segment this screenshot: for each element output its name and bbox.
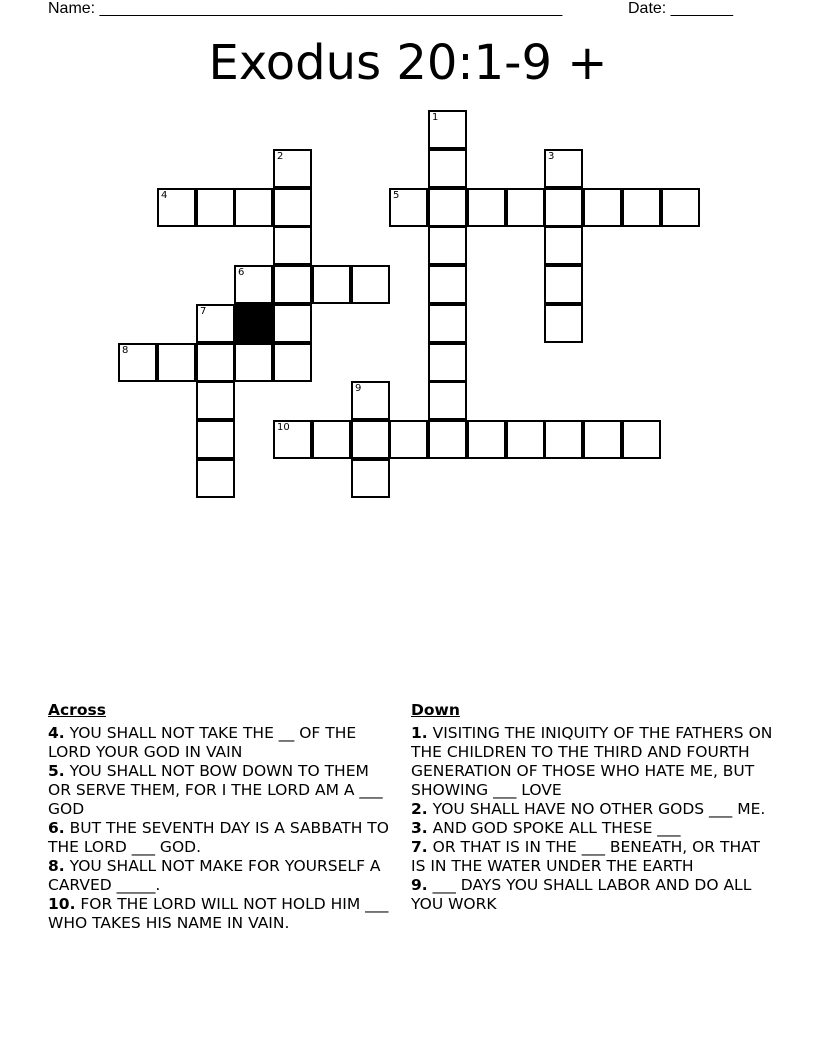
clue-number: 3. [411, 819, 428, 837]
clue-text: VISITING THE INIQUITY OF THE FATHERS ON THE CHILDREN TO THE THIRD AND FOURTH GENERATION OF THOSE WHO HATE ME, BUT SHOWING ___ LOVE [411, 724, 773, 799]
grid-cell[interactable] [544, 304, 583, 343]
grid-cell[interactable] [196, 343, 235, 382]
grid-cell[interactable] [428, 265, 467, 304]
grid-cell[interactable] [351, 420, 390, 459]
across-heading: Across [48, 701, 106, 719]
clue-text: ___ DAYS YOU SHALL LABOR AND DO ALL YOU WORK [411, 876, 752, 913]
clue-number: 2. [411, 800, 428, 818]
clue-down-7 [411, 838, 773, 876]
clue-down-9 [411, 876, 773, 914]
grid-cell[interactable] [428, 343, 467, 382]
clue-number-label: 9 [355, 383, 362, 394]
clue-number-label: 2 [277, 151, 284, 162]
grid-cell[interactable] [544, 149, 583, 188]
clue-text: AND GOD SPOKE ALL THESE ___ [427, 819, 681, 837]
grid-cell[interactable] [234, 343, 273, 382]
grid-cell[interactable] [544, 188, 583, 227]
clue-down-3 [411, 819, 773, 838]
grid-cell[interactable] [351, 381, 390, 420]
grid-cell[interactable] [273, 420, 312, 459]
grid-cell[interactable] [157, 343, 196, 382]
clue-number: 5. [48, 762, 65, 780]
grid-cell[interactable] [389, 420, 428, 459]
clue-number: 4. [48, 724, 65, 742]
grid-cell[interactable] [273, 265, 312, 304]
grid-cell[interactable] [312, 265, 351, 304]
grid-cell[interactable] [544, 420, 583, 459]
grid-cell[interactable] [389, 188, 428, 227]
grid-cell[interactable] [583, 188, 622, 227]
grid-cell[interactable] [428, 420, 467, 459]
grid-cell[interactable] [622, 420, 661, 459]
grid-cell[interactable] [351, 265, 390, 304]
grid-cell[interactable] [196, 420, 235, 459]
clue-across-8 [48, 857, 390, 895]
clue-text: YOU SHALL NOT TAKE THE __ OF THE LORD YOUR GOD IN VAIN [48, 724, 357, 761]
grid-cell[interactable] [273, 226, 312, 265]
clue-across-4 [48, 724, 390, 762]
grid-cell[interactable] [467, 420, 506, 459]
grid-cell[interactable] [661, 188, 700, 227]
grid-cell[interactable] [273, 149, 312, 188]
clue-down-2 [411, 800, 773, 819]
grid-cell[interactable] [351, 459, 390, 498]
down-clues [411, 701, 773, 914]
clue-across-10 [48, 895, 390, 933]
clue-text: OR THAT IS IN THE ___ BENEATH, OR THAT IS IN THE WATER UNDER THE EARTH [411, 838, 760, 875]
grid-cell[interactable] [428, 110, 467, 149]
clue-number-label: 8 [122, 345, 129, 356]
grid-cell[interactable] [544, 226, 583, 265]
grid-cell[interactable] [157, 188, 196, 227]
clue-number: 1. [411, 724, 428, 742]
grid-cell[interactable] [196, 188, 235, 227]
grid-cell[interactable] [428, 149, 467, 188]
grid-cell[interactable] [467, 188, 506, 227]
grid-cell[interactable] [312, 420, 351, 459]
grid-cell[interactable] [196, 381, 235, 420]
grid-cell[interactable] [544, 265, 583, 304]
clue-number: 7. [411, 838, 428, 856]
clue-number: 6. [48, 819, 65, 837]
grid-cell[interactable] [506, 188, 545, 227]
grid-block [234, 304, 273, 343]
grid-cell[interactable] [622, 188, 661, 227]
clue-text: YOU SHALL HAVE NO OTHER GODS ___ ME. [427, 800, 766, 818]
name-field: Name: ____________________________________________________ [48, 0, 563, 17]
across-clues [48, 701, 390, 933]
down-heading: Down [411, 701, 460, 719]
grid-cell[interactable] [234, 265, 273, 304]
clue-text: YOU SHALL NOT MAKE FOR YOURSELF A CARVED _____. [48, 857, 381, 894]
grid-cell[interactable] [428, 381, 467, 420]
grid-cell[interactable] [583, 420, 622, 459]
grid-cell[interactable] [196, 459, 235, 498]
clue-number-label: 10 [277, 422, 290, 433]
clue-number-label: 1 [432, 112, 439, 123]
clue-across-5 [48, 762, 390, 819]
clue-number-label: 3 [548, 151, 555, 162]
grid-cell[interactable] [273, 304, 312, 343]
grid-cell[interactable] [506, 420, 545, 459]
clue-text: BUT THE SEVENTH DAY IS A SABBATH TO THE LORD ___ GOD. [48, 819, 389, 856]
clue-number-label: 5 [393, 190, 400, 201]
clue-text: FOR THE LORD WILL NOT HOLD HIM ___ WHO TAKES HIS NAME IN VAIN. [48, 895, 389, 932]
clue-down-1 [411, 724, 773, 800]
clue-number-label: 6 [238, 267, 245, 278]
clue-number-label: 7 [200, 306, 207, 317]
grid-cell[interactable] [118, 343, 157, 382]
crossword-grid [0, 0, 816, 520]
grid-cell[interactable] [234, 188, 273, 227]
date-field: Date: _______ [628, 0, 733, 17]
clue-across-6 [48, 819, 390, 857]
page-title: Exodus 20:1-9 + [208, 35, 608, 91]
clue-number: 10. [48, 895, 76, 913]
clue-number: 8. [48, 857, 65, 875]
grid-cell[interactable] [273, 188, 312, 227]
clue-number-label: 4 [161, 190, 168, 201]
grid-cell[interactable] [196, 304, 235, 343]
clue-text: YOU SHALL NOT BOW DOWN TO THEM OR SERVE THEM, FOR I THE LORD AM A ___ GOD [48, 762, 383, 818]
grid-cell[interactable] [428, 188, 467, 227]
grid-cell[interactable] [428, 304, 467, 343]
grid-cell[interactable] [428, 226, 467, 265]
clue-number: 9. [411, 876, 428, 894]
grid-cell[interactable] [273, 343, 312, 382]
